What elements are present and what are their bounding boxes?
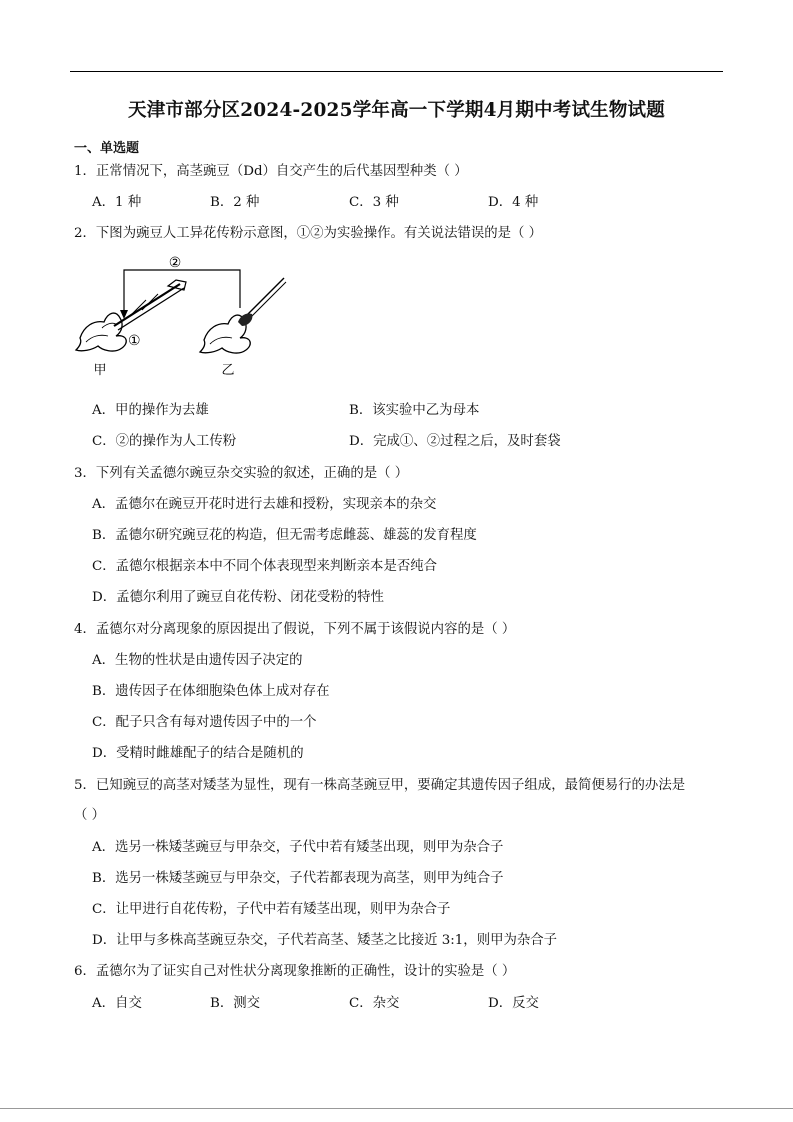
question-3-option-b: B．孟德尔研究豌豆花的构造，但无需考虑雌蕊、雄蕊的发育程度 [92, 528, 477, 543]
question-1-stem: 1．正常情况下，高茎豌豆（Dd）自交产生的后代基因型种类（ ） [74, 164, 468, 179]
question-5-option-c: C．让甲进行自花传粉，子代中若有矮茎出现，则甲为杂合子 [92, 902, 451, 917]
question-3-option-d: D．孟德尔利用了豌豆自花传粉、闭花受粉的特性 [92, 590, 384, 605]
footer-rule [0, 1108, 793, 1109]
question-5-option-a: A．选另一株矮茎豌豆与甲杂交，子代中若有矮茎出现，则甲为杂合子 [92, 840, 504, 855]
question-1-option-d: D．4 种 [488, 195, 539, 210]
pollination-illustration [72, 250, 292, 382]
label-step-1: ① [128, 333, 141, 349]
question-2-option-d: D．完成①、②过程之后，及时套袋 [349, 434, 561, 449]
question-4-stem: 4．孟德尔对分离现象的原因提出了假说，下列不属于该假说内容的是（ ） [74, 622, 516, 637]
page-title: 天津市部分区2024-2025学年高一下学期4月期中考试生物试题 [128, 100, 665, 121]
label-step-2: ② [168, 255, 182, 271]
question-1-option-b: B．2 种 [210, 195, 260, 210]
question-4-option-a: A．生物的性状是由遗传因子决定的 [92, 653, 303, 668]
question-2-option-c: C．②的操作为人工传粉 [92, 434, 237, 449]
question-4-option-c: C．配子只含有每对遗传因子中的一个 [92, 715, 317, 730]
question-3-option-a: A．孟德尔在豌豆开花时进行去雄和授粉，实现亲本的杂交 [92, 497, 437, 512]
label-jia: 甲 [93, 363, 107, 378]
question-4-option-d: D．受精时雌雄配子的结合是随机的 [92, 746, 304, 761]
question-3-option-c: C．孟德尔根据亲本中不同个体表现型来判断亲本是否纯合 [92, 559, 438, 574]
question-6-stem: 6．孟德尔为了证实自己对性状分离现象推断的正确性，设计的实验是（ ） [74, 964, 516, 979]
question-5-option-b: B．选另一株矮茎豌豆与甲杂交，子代若都表现为高茎，则甲为纯合子 [92, 871, 504, 886]
question-2-option-a: A．甲的操作为去雄 [92, 403, 209, 418]
section-heading: 一、单选题 [74, 141, 140, 156]
question-4-option-b: B．遗传因子在体细胞染色体上成对存在 [92, 684, 330, 699]
label-yi: 乙 [221, 363, 235, 378]
question-6-option-d: D．反交 [488, 996, 539, 1011]
question-5-option-d: D．让甲与多株高茎豌豆杂交，子代若高茎、矮茎之比接近 3:1，则甲为杂合子 [92, 933, 558, 948]
question-5-stem-continuation: （ ） [74, 808, 106, 823]
question-2-stem: 2．下图为豌豆人工异花传粉示意图，①②为实验操作。有关说法错误的是（ ） [74, 226, 543, 241]
question-6-option-c: C．杂交 [349, 996, 400, 1011]
question-1-option-a: A．1 种 [92, 195, 142, 210]
question-3-stem: 3．下列有关孟德尔豌豆杂交实验的叙述，正确的是（ ） [74, 466, 409, 481]
pollination-diagram [72, 250, 292, 382]
question-6-option-a: A．自交 [92, 996, 142, 1011]
question-6-option-b: B．测交 [210, 996, 261, 1011]
question-1-option-c: C．3 种 [349, 195, 399, 210]
question-5-stem: 5．已知豌豆的高茎对矮茎为显性，现有一株高茎豌豆甲，要确定其遗传因子组成，最简便易行的办法是 [74, 778, 686, 793]
question-2-option-b: B．该实验中乙为母本 [349, 403, 480, 418]
header-rule [70, 71, 723, 72]
